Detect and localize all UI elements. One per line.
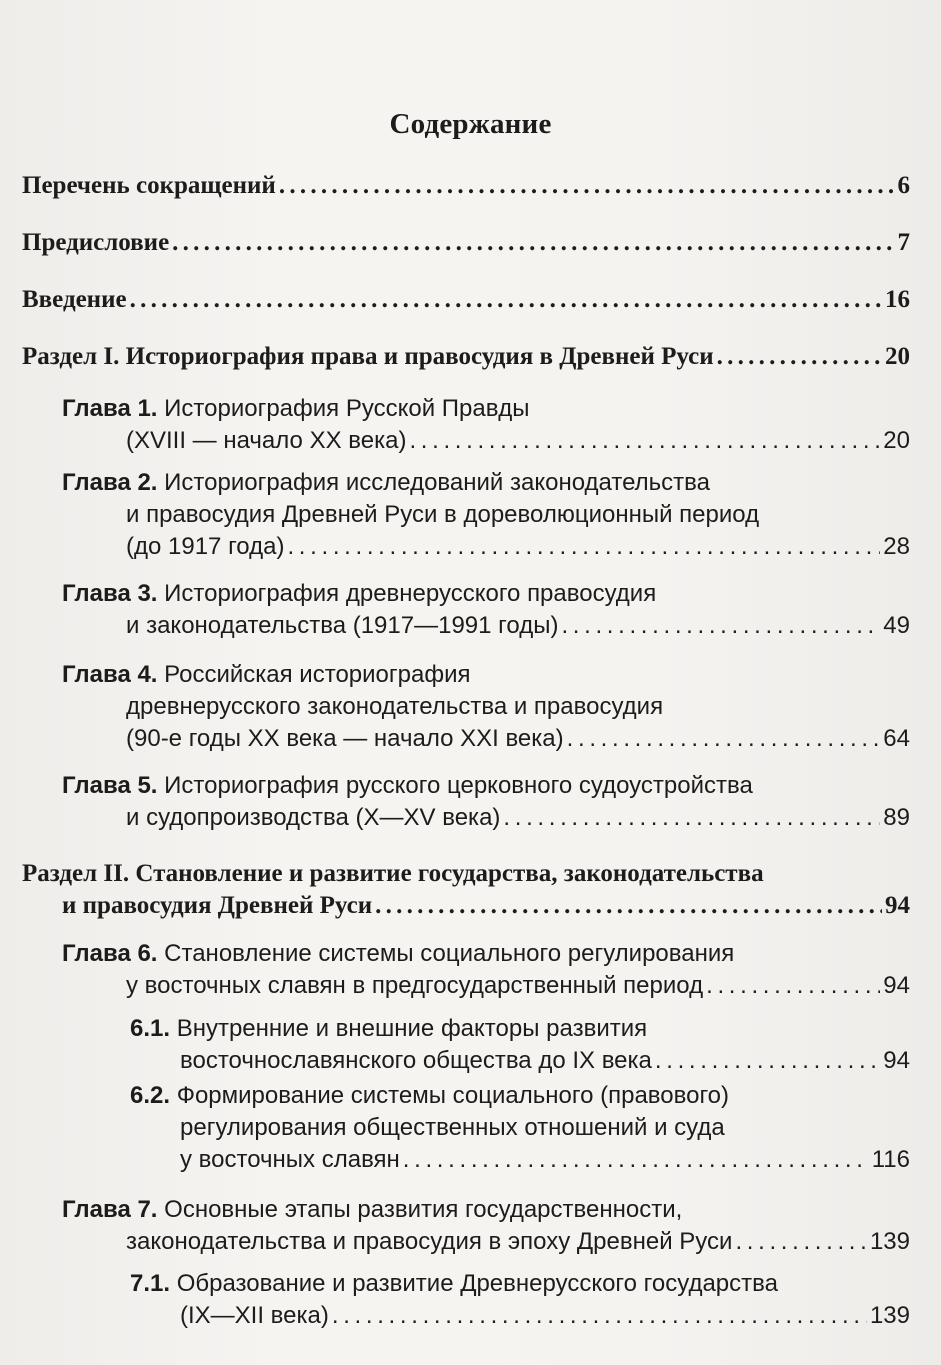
toc-entry-text: регулирования общественных отношений и суда <box>180 1114 725 1141</box>
leader-dots <box>172 227 894 259</box>
toc-page-number: 6 <box>897 172 910 199</box>
toc-page-number: 20 <box>883 427 910 454</box>
toc-section-label: Раздел II. <box>22 860 130 887</box>
toc-entry-chapter-7 <box>62 1194 910 1258</box>
toc-chapter-label: Глава 3. <box>62 580 158 607</box>
toc-page-number: 16 <box>885 286 910 313</box>
leader-dots <box>279 170 895 202</box>
leader-dots <box>375 890 882 922</box>
toc-entry-text: и законодательства (1917—1991 годы) <box>126 612 559 639</box>
toc-entry-chapter-6 <box>62 938 910 1002</box>
toc-entry-text: и правосудия Древней Руси в дореволюционный период <box>126 501 760 528</box>
toc-page-number: 7 <box>897 229 910 256</box>
toc-entry-text: у восточных славян в предгосударственный период <box>126 972 704 999</box>
toc-entry-text: (IX—XII века) <box>180 1302 329 1329</box>
toc-entry-text: Историография исследований законодательства <box>164 469 710 496</box>
toc-page-number: 94 <box>883 972 910 999</box>
leader-dots <box>409 425 880 457</box>
toc-entry-text: древнерусского законодательства и правосудия <box>126 693 664 720</box>
leader-dots <box>717 341 882 373</box>
toc-chapter-label: Глава 2. <box>62 469 158 496</box>
toc-entry-chapter-5 <box>62 770 910 834</box>
toc-entry-text: (до 1917 года) <box>126 533 285 560</box>
toc-entry-text: Предисловие <box>22 229 170 256</box>
toc-page-number: 49 <box>883 612 910 639</box>
toc-entry-text: и судопроизводства (X—XV века) <box>126 804 501 831</box>
leader-dots <box>655 1045 880 1077</box>
toc-chapter-label: Глава 5. <box>62 772 158 799</box>
leader-dots <box>503 802 880 834</box>
leader-dots <box>567 723 881 755</box>
toc-entry-text: Историография древнерусского правосудия <box>164 580 657 607</box>
toc-entry-text: Историография Русской Правды <box>164 395 530 422</box>
toc-entry-text: законодательства и правосудия в эпоху Древней Руси <box>126 1228 733 1255</box>
toc-entry-text: Образование и развитие Древнерусского государства <box>176 1270 778 1297</box>
toc-section-label: Раздел I. <box>22 343 120 370</box>
toc-entry-section-2 <box>22 858 910 922</box>
leader-dots <box>332 1300 867 1332</box>
page-title: Содержание <box>389 108 552 140</box>
toc-subsection-label: 6.2. <box>130 1082 171 1109</box>
toc-entry-chapter-2 <box>62 467 910 563</box>
toc-entry-text: (90-е годы XX века — начало XXI века) <box>126 725 564 752</box>
toc-entry-subsection-6-1 <box>130 1013 910 1077</box>
leader-dots <box>706 970 880 1002</box>
toc-page-number: 139 <box>869 1228 910 1255</box>
leader-dots <box>561 610 880 642</box>
leader-dots <box>130 284 882 316</box>
toc-entry-text: Становление системы социального регулирования <box>164 940 735 967</box>
toc-page-number: 28 <box>883 533 910 560</box>
leader-dots <box>735 1226 867 1258</box>
toc-entry-chapter-4 <box>62 659 910 755</box>
toc-entry-text: Историография права и правосудия в Древней Руси <box>125 343 714 370</box>
toc-chapter-label: Глава 6. <box>62 940 158 967</box>
toc-page-number: 89 <box>883 804 910 831</box>
leader-dots <box>287 531 880 563</box>
toc-entry-text: (XVIII — начало XX века) <box>126 427 407 454</box>
toc-entry-chapter-3 <box>62 578 910 642</box>
toc-entry-text: Внутренние и внешние факторы развития <box>176 1015 648 1042</box>
toc-chapter-label: Глава 1. <box>62 395 158 422</box>
toc-entry-text: Введение <box>22 286 127 313</box>
toc-page-number: 20 <box>885 343 910 370</box>
toc-entry-text: и правосудия Древней Руси <box>62 892 373 919</box>
toc-entry-abbreviations <box>22 170 910 202</box>
toc-chapter-label: Глава 7. <box>62 1196 158 1223</box>
toc-entry-text: Формирование системы социального (правового) <box>176 1082 730 1109</box>
toc-page-number: 64 <box>883 725 910 752</box>
toc-entry-chapter-1 <box>62 393 910 457</box>
toc-page-number: 139 <box>869 1302 910 1329</box>
toc-entry-preface <box>22 227 910 259</box>
toc-entry-text: Становление и развитие государства, законодательства <box>135 860 764 887</box>
toc-entry-subsection-6-2 <box>130 1080 910 1176</box>
toc-entry-subsection-7-1 <box>130 1268 910 1332</box>
toc-subsection-label: 6.1. <box>130 1015 171 1042</box>
toc-page-number: 116 <box>871 1146 910 1173</box>
toc-entry-introduction <box>22 284 910 316</box>
toc-entry-section-1 <box>22 341 910 373</box>
toc-entry-text: Основные этапы развития государственности, <box>164 1196 683 1223</box>
leader-dots <box>403 1144 869 1176</box>
toc-chapter-label: Глава 4. <box>62 661 158 688</box>
toc-subsection-label: 7.1. <box>130 1270 171 1297</box>
toc-page-number: 94 <box>885 892 910 919</box>
toc-entry-text: Российская историография <box>164 661 471 688</box>
toc-entry-text: у восточных славян <box>180 1146 400 1173</box>
toc-entry-text: восточнославянского общества до IX века <box>180 1047 652 1074</box>
toc-entry-text: Перечень сокращений <box>22 172 276 199</box>
toc-entry-text: Историография русского церковного судоустройства <box>164 772 753 799</box>
toc-page-number: 94 <box>883 1047 910 1074</box>
